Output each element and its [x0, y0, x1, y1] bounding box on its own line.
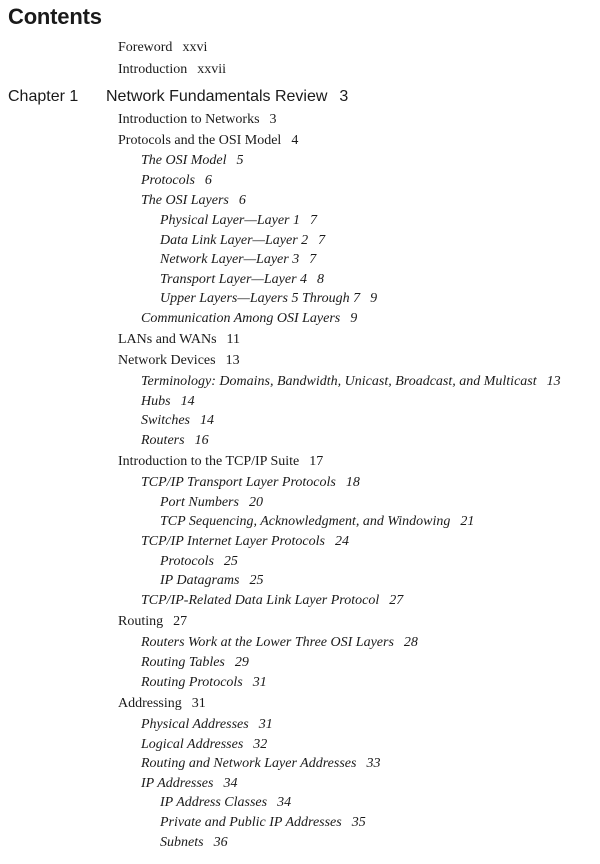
entry-page: 6: [238, 193, 246, 208]
entry-label: Protocols: [141, 173, 195, 188]
entry-label: Introduction to Networks: [118, 112, 260, 127]
toc-entry[interactable]: [118, 613, 187, 631]
entry-label: Routing and Network Layer Addresses: [141, 756, 357, 771]
entry-page: 5: [236, 153, 244, 168]
entry-page: 13: [546, 374, 561, 389]
entry-page: 27: [389, 593, 404, 608]
toc-entry[interactable]: [141, 152, 244, 170]
entry-page: 6: [204, 173, 212, 188]
entry-label: Addressing: [118, 696, 182, 711]
entry-label: TCP/IP Internet Layer Protocols: [141, 534, 325, 549]
entry-page: 9: [370, 291, 378, 306]
entry-label: TCP/IP-Related Data Link Layer Protocol: [141, 593, 380, 608]
entry-label: Subnets: [160, 835, 204, 850]
entry-label: Private and Public IP Addresses: [160, 815, 342, 830]
toc-entry[interactable]: [141, 674, 267, 692]
entry-page: 25: [223, 554, 238, 569]
entry-label: TCP Sequencing, Acknowledgment, and Windowing: [160, 514, 451, 529]
entry-page: 9: [350, 311, 358, 326]
entry-label: Protocols and the OSI Model: [118, 133, 282, 148]
entry-page: 34: [277, 795, 292, 810]
toc-entry[interactable]: [141, 373, 561, 391]
entry-label: Terminology: Domains, Bandwidth, Unicast, Broadcast, and Multicast: [141, 374, 537, 389]
page-title: Contents: [8, 4, 102, 29]
toc-entry[interactable]: [141, 533, 349, 551]
entry-label: Data Link Layer—Layer 2: [160, 233, 309, 248]
entry-label: Upper Layers—Layers 5 Through 7: [160, 291, 361, 306]
entry-label: Switches: [141, 413, 190, 428]
chapter-label: Chapter 1: [8, 88, 79, 105]
entry-page: 7: [309, 252, 317, 267]
entry-label: Routing Tables: [141, 655, 225, 670]
entry-page: 31: [252, 675, 267, 690]
entry-label: LANs and WANs: [118, 332, 217, 347]
toc-entry[interactable]: [160, 814, 366, 832]
toc-entry[interactable]: [141, 634, 418, 652]
toc-entry[interactable]: [141, 775, 237, 793]
entry-page: xxvii: [197, 62, 226, 77]
entry-page: 28: [403, 635, 418, 650]
toc-entry-introduction[interactable]: [118, 61, 226, 79]
entry-page: 7: [309, 213, 317, 228]
toc-entry[interactable]: [118, 453, 323, 471]
toc-entry[interactable]: [160, 553, 238, 571]
entry-label: IP Datagrams: [160, 573, 240, 588]
toc-entry[interactable]: [118, 132, 298, 150]
entry-page: 32: [253, 737, 268, 752]
toc-entry[interactable]: [141, 432, 209, 450]
entry-page: 27: [173, 614, 188, 629]
toc-entry[interactable]: [160, 212, 317, 230]
entry-page: 17: [309, 454, 324, 469]
entry-page: 29: [234, 655, 249, 670]
entry-label: Communication Among OSI Layers: [141, 311, 341, 326]
entry-page: 21: [460, 514, 475, 529]
entry-label: Port Numbers: [160, 495, 239, 510]
toc-entry[interactable]: [141, 755, 380, 773]
entry-label: Logical Addresses: [141, 737, 244, 752]
entry-page: 4: [291, 133, 299, 148]
toc-entry[interactable]: [141, 736, 267, 754]
toc-entry[interactable]: [118, 352, 240, 370]
toc-entry[interactable]: [160, 271, 324, 289]
toc-entry[interactable]: [160, 251, 316, 269]
toc-entry[interactable]: [141, 474, 360, 492]
entry-label: Routers Work at the Lower Three OSI Layers: [141, 635, 394, 650]
toc-entry[interactable]: [160, 232, 325, 250]
chapter-heading[interactable]: [106, 88, 348, 106]
toc-entry[interactable]: [141, 192, 246, 210]
toc-entry[interactable]: [141, 310, 357, 328]
toc-entry[interactable]: [141, 654, 249, 672]
chapter-title: Network Fundamentals Review: [106, 88, 328, 105]
entry-page: 25: [249, 573, 264, 588]
toc-entry[interactable]: [118, 331, 240, 349]
entry-page: 14: [200, 413, 214, 428]
toc-entry[interactable]: [141, 172, 212, 190]
toc-entry[interactable]: [160, 290, 377, 308]
entry-page: 11: [226, 332, 240, 347]
toc-entry[interactable]: [118, 695, 206, 713]
toc-entry-foreword[interactable]: [118, 39, 207, 57]
toc-entry[interactable]: [160, 513, 474, 531]
entry-page: 20: [248, 495, 263, 510]
entry-page: 36: [213, 835, 228, 850]
entry-page: 33: [366, 756, 381, 771]
toc-entry[interactable]: [118, 111, 277, 129]
entry-page: xxvi: [182, 40, 208, 55]
entry-page: 18: [345, 475, 360, 490]
entry-label: Network Devices: [118, 353, 216, 368]
entry-label: Transport Layer—Layer 4: [160, 272, 308, 287]
toc-entry[interactable]: [160, 494, 263, 512]
entry-page: 8: [317, 272, 325, 287]
entry-label: Network Layer—Layer 3: [160, 252, 300, 267]
toc-entry[interactable]: [141, 412, 214, 430]
entry-page: 3: [269, 112, 277, 127]
toc-entry[interactable]: [160, 572, 263, 590]
entry-label: IP Addresses: [141, 776, 214, 791]
entry-label: Protocols: [160, 554, 214, 569]
toc-entry[interactable]: [141, 393, 195, 411]
entry-label: Routers: [141, 433, 185, 448]
entry-page: 16: [194, 433, 209, 448]
entry-page: 31: [258, 717, 273, 732]
entry-page: 34: [223, 776, 238, 791]
entry-page: 13: [225, 353, 240, 368]
entry-label: Physical Layer—Layer 1: [160, 213, 300, 228]
toc-entry[interactable]: [141, 716, 273, 734]
entry-page: 35: [351, 815, 366, 830]
toc-entry[interactable]: [160, 794, 291, 812]
entry-label: IP Address Classes: [160, 795, 268, 810]
entry-page: 31: [191, 696, 206, 711]
entry-label: Physical Addresses: [141, 717, 249, 732]
entry-label: Introduction to the TCP/IP Suite: [118, 454, 300, 469]
entry-label: TCP/IP Transport Layer Protocols: [141, 475, 336, 490]
entry-page: 14: [180, 394, 195, 409]
toc-entry[interactable]: [160, 834, 228, 852]
entry-label: Foreword: [118, 40, 173, 55]
entry-page: 24: [334, 534, 349, 549]
entry-label: Routing: [118, 614, 164, 629]
entry-label: The OSI Model: [141, 153, 227, 168]
entry-label: Introduction: [118, 62, 188, 77]
entry-label: Hubs: [141, 394, 171, 409]
chapter-page: 3: [339, 88, 349, 105]
toc-entry[interactable]: [141, 592, 403, 610]
entry-label: The OSI Layers: [141, 193, 229, 208]
entry-label: Routing Protocols: [141, 675, 243, 690]
entry-page: 7: [318, 233, 326, 248]
